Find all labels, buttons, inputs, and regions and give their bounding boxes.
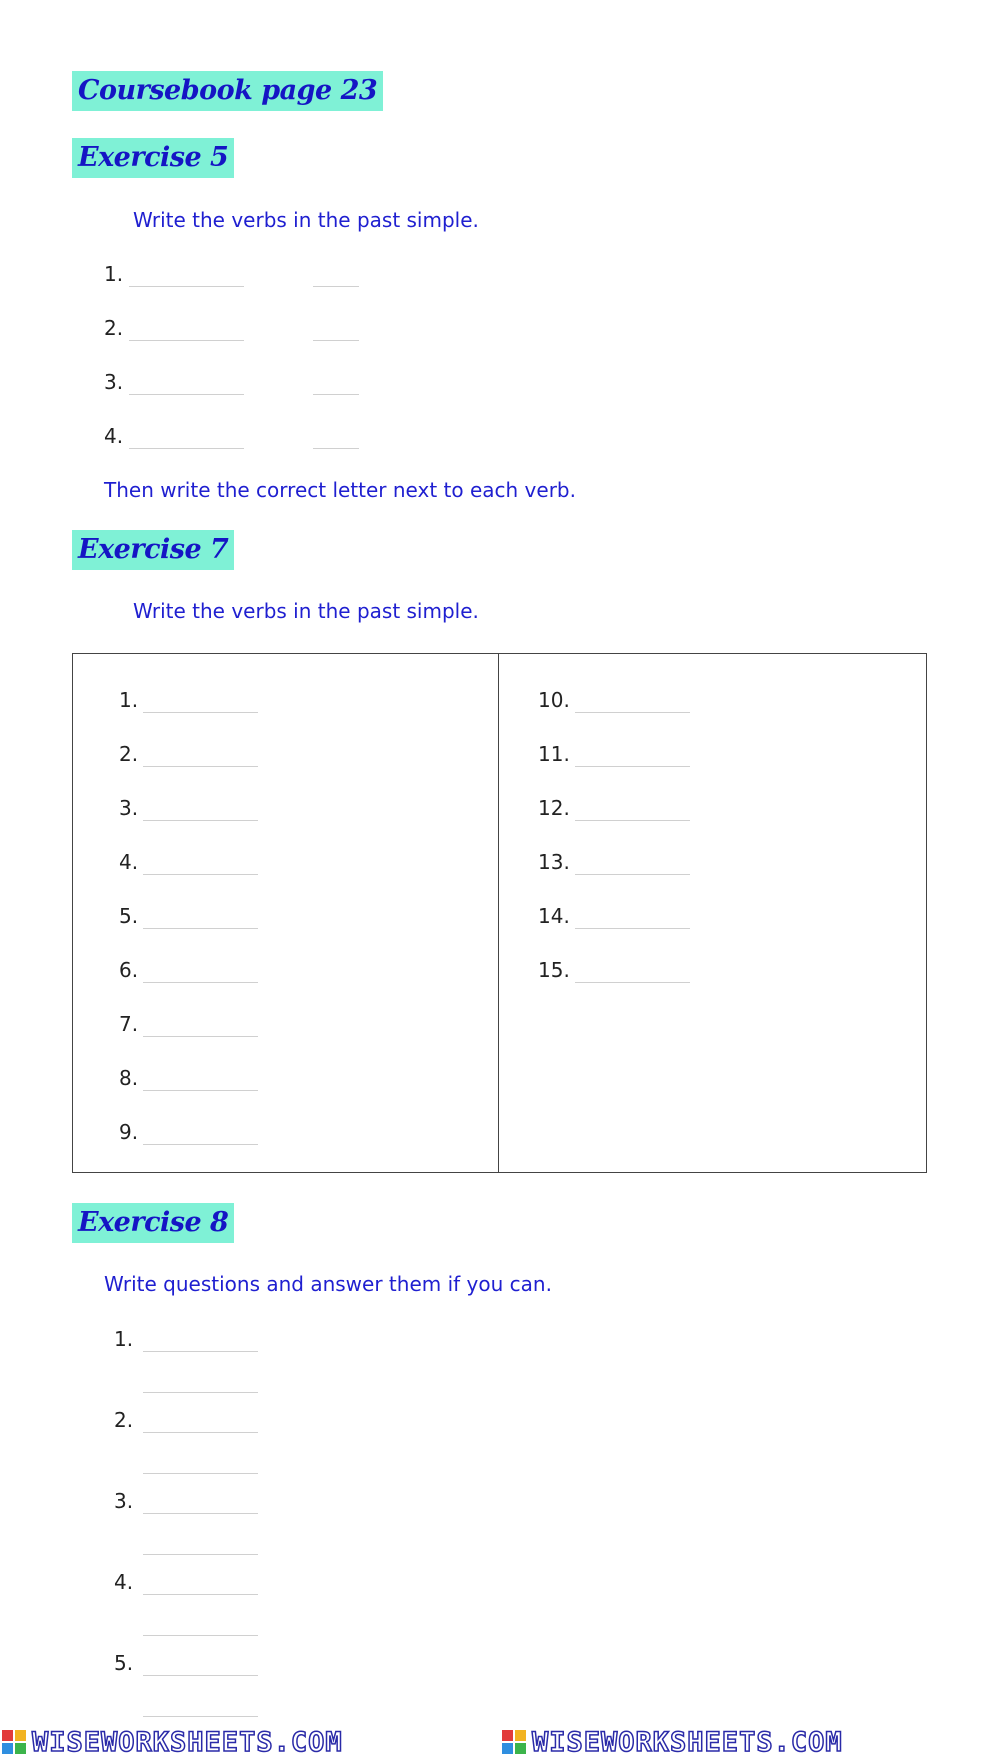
answer-field[interactable] [143,1635,258,1636]
letter-answer-field[interactable] [313,340,359,341]
answer-field[interactable] [575,928,690,929]
item-number: 6. [119,958,139,982]
item-number: 11. [538,742,570,766]
item-number: 1. [119,688,139,712]
answer-field[interactable] [575,766,690,767]
verb-answer-field[interactable] [129,286,244,287]
item-number: 2. [104,316,124,340]
answer-field[interactable] [143,982,258,983]
watermark-logo [502,1727,843,1757]
answer-field[interactable] [575,982,690,983]
question-field[interactable] [143,1351,258,1352]
item-number: 9. [119,1120,139,1144]
question-field[interactable] [143,1513,258,1514]
answer-field[interactable] [143,928,258,929]
exercise-7-heading: Exercise 7 [72,530,234,570]
watermark-logo [2,1727,343,1757]
item-number: 8. [119,1066,139,1090]
item-number: 2. [119,742,139,766]
item-number: 5. [114,1651,134,1675]
answer-field[interactable] [143,1716,258,1717]
wiseworksheets-logo-icon [502,1730,526,1754]
exercise-8-instruction: Write questions and answer them if you can. [104,1272,552,1296]
item-number: 1. [104,262,124,286]
answer-field[interactable] [143,874,258,875]
exercise-7-instruction: Write the verbs in the past simple. [133,599,479,623]
verb-answer-field[interactable] [129,448,244,449]
watermark-text: WISEWORKSHEETS.COM [32,1726,343,1758]
item-number: 3. [119,796,139,820]
answer-field[interactable] [143,1554,258,1555]
answer-field[interactable] [143,1036,258,1037]
page-title: Coursebook page 23 [72,71,383,111]
question-field[interactable] [143,1675,258,1676]
answer-field[interactable] [143,1090,258,1091]
exercise-5-heading: Exercise 5 [72,138,234,178]
wiseworksheets-logo-icon [2,1730,26,1754]
item-number: 5. [119,904,139,928]
item-number: 12. [538,796,570,820]
item-number: 13. [538,850,570,874]
item-number: 2. [114,1408,134,1432]
item-number: 10. [538,688,570,712]
watermark-text: WISEWORKSHEETS.COM [532,1726,843,1758]
exercise-5-followup: Then write the correct letter next to each verb. [104,478,576,502]
question-field[interactable] [143,1594,258,1595]
answer-field[interactable] [143,1144,258,1145]
item-number: 4. [114,1570,134,1594]
table-divider [498,653,499,1173]
letter-answer-field[interactable] [313,394,359,395]
item-number: 3. [104,370,124,394]
verb-answer-field[interactable] [129,340,244,341]
item-number: 3. [114,1489,134,1513]
answer-field[interactable] [575,820,690,821]
answer-field[interactable] [143,766,258,767]
footer-watermark-strip [0,1720,1000,1760]
verb-answer-field[interactable] [129,394,244,395]
item-number: 7. [119,1012,139,1036]
item-number: 14. [538,904,570,928]
answer-field[interactable] [575,874,690,875]
exercise-8-heading: Exercise 8 [72,1203,234,1243]
answer-field[interactable] [143,1392,258,1393]
exercise-5-instruction: Write the verbs in the past simple. [133,208,479,232]
answer-field[interactable] [143,712,258,713]
letter-answer-field[interactable] [313,286,359,287]
exercise-7-table [72,653,927,1173]
letter-answer-field[interactable] [313,448,359,449]
item-number: 4. [119,850,139,874]
item-number: 1. [114,1327,134,1351]
answer-field[interactable] [575,712,690,713]
answer-field[interactable] [143,820,258,821]
answer-field[interactable] [143,1473,258,1474]
item-number: 15. [538,958,570,982]
item-number: 4. [104,424,124,448]
question-field[interactable] [143,1432,258,1433]
